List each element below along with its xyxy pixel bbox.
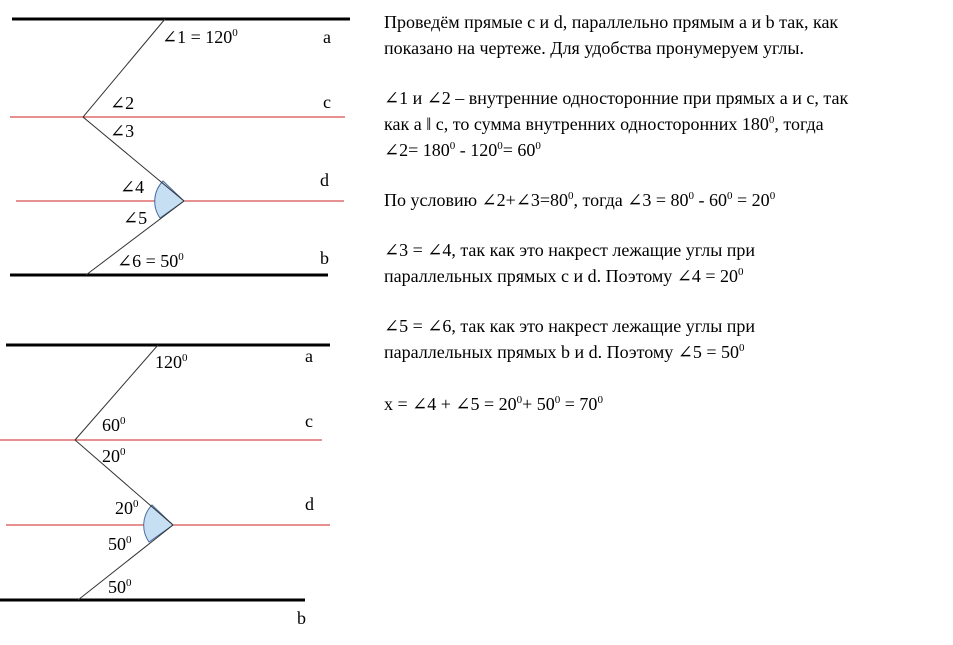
- geometry-figures: [0, 0, 380, 645]
- angle-5-value-bottom: $50^0$: [108, 534, 132, 554]
- line-b-label-top: b: [320, 248, 329, 268]
- bottom-figure: [0, 345, 330, 628]
- line-c-label-top: c: [323, 92, 331, 112]
- broken-line-top: [83, 19, 184, 275]
- angle-3-label-top: ∠3: [110, 121, 135, 141]
- paragraph-4-line-2: параллельных прямых c и d. Поэтому ∠4 = $20^0$: [384, 266, 744, 286]
- paragraph-5-line-1: ∠5 = ∠6, так как это накрест лежащие углы при: [384, 316, 756, 336]
- paragraph-5-line-2: параллельных прямых b и d. Поэтому ∠5 = $50^0$: [384, 342, 745, 362]
- angle-4-label-top: ∠4: [120, 177, 145, 197]
- line-a-label-top: a: [323, 27, 331, 47]
- solution-text: [384, 0, 944, 645]
- paragraph-2-line-3: ∠2= $180^0 - 120^0= 60^0$: [384, 140, 541, 160]
- angle-1-label-top: ∠1 = $120^0$: [162, 27, 238, 47]
- line-c-label-bottom: c: [305, 411, 313, 431]
- angle-3-value-bottom: $20^0$: [102, 446, 126, 466]
- angle-5-label-top: ∠5: [123, 208, 148, 228]
- broken-line-bottom: [75, 345, 173, 600]
- paragraph-2-line-2: как a ǁ c, то сумма внутренних односторонних $180^0$, тогда: [384, 114, 824, 134]
- paragraph-4-line-1: ∠3 = ∠4, так как это накрест лежащие углы при: [384, 240, 756, 260]
- angle-2-label-top: ∠2: [110, 93, 135, 113]
- top-figure: [10, 19, 350, 275]
- paragraph-1-line-1: Проведём прямые c и d, параллельно прямым a и b так, как: [384, 12, 839, 32]
- line-b-label-bottom: b: [297, 608, 306, 628]
- paragraph-6-result: x = ∠4 + ∠5 = $20^0+ 50^0 = 70^0$: [384, 394, 603, 414]
- angle-1-value-bottom: $120^0$: [155, 352, 188, 372]
- paragraph-3: По условию $\angle 2+\angle 3=80^0$, тогда ∠3 = $80^0 - 60^0 = 20^0$: [384, 190, 776, 210]
- paragraph-1-line-2: показано на чертеже. Для удобства пронумеруем углы.: [384, 38, 804, 58]
- paragraph-2-line-1: ∠1 и ∠2 – внутренние односторонние при прямых a и c, так: [384, 88, 849, 108]
- angle-4-value-bottom: $20^0$: [115, 498, 139, 518]
- angle-6-label-top: ∠6 = $50^0$: [117, 251, 184, 271]
- line-a-label-bottom: a: [305, 346, 313, 366]
- line-d-label-bottom: d: [305, 494, 314, 514]
- angle-6-value-bottom: $50^0$: [108, 577, 132, 597]
- line-d-label-top: d: [320, 170, 329, 190]
- angle-2-value-bottom: $60^0$: [102, 415, 126, 435]
